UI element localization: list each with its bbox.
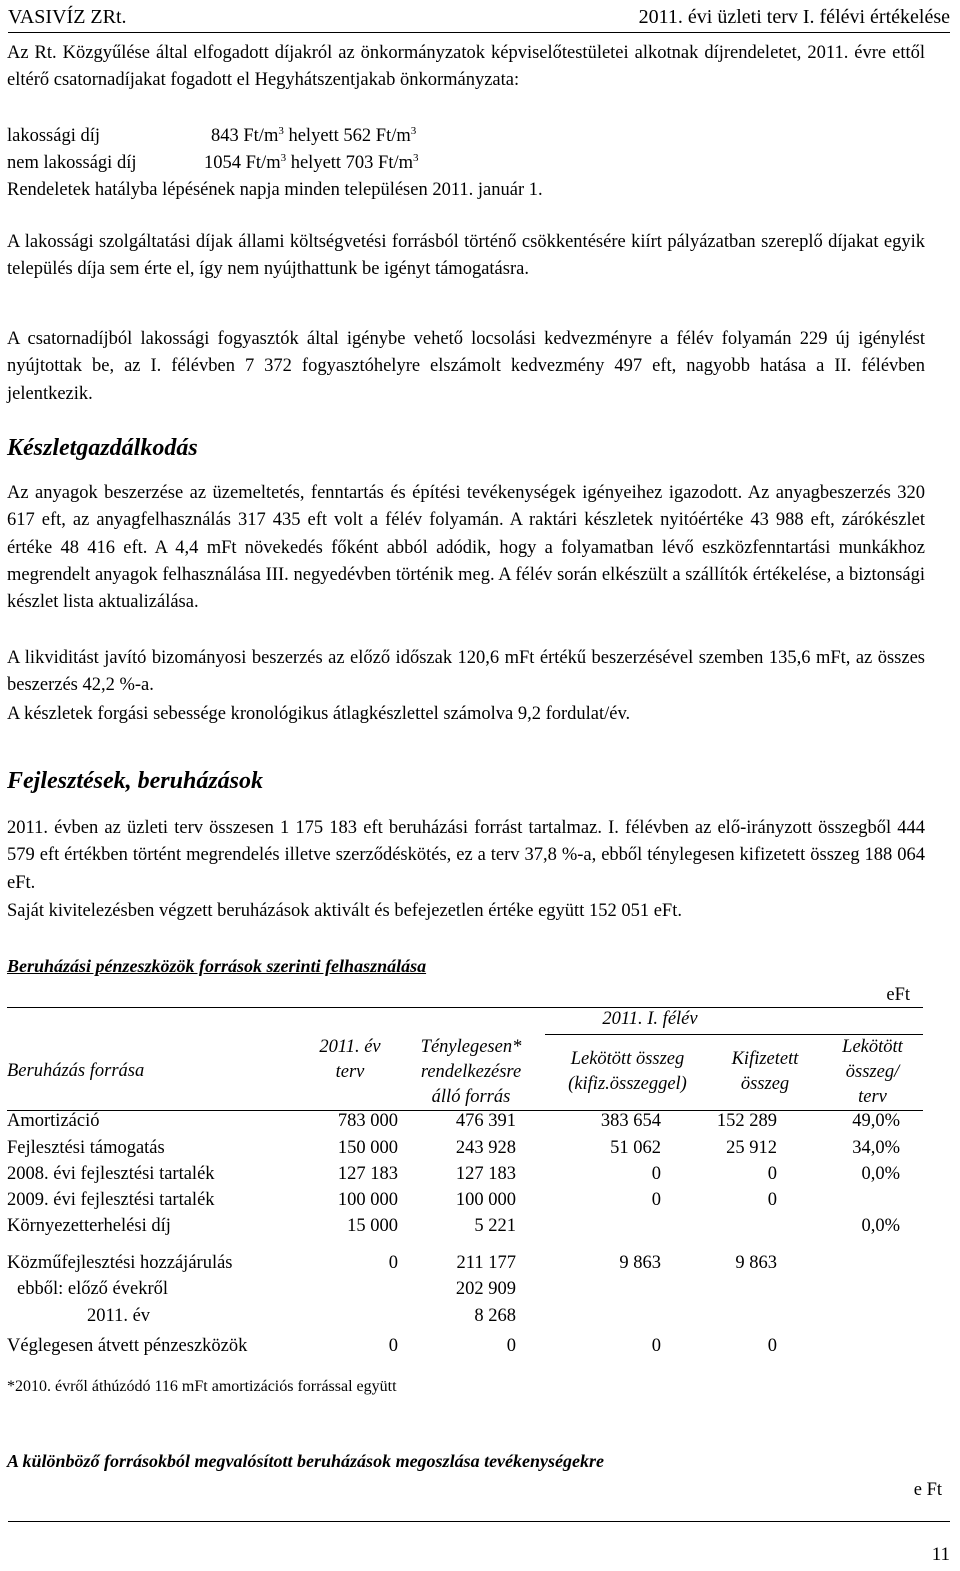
cell-actual: 476 391	[455, 1111, 516, 1131]
cell-ratio: 0,0%	[861, 1164, 900, 1184]
col-header-actual: Ténylegesen* rendelkezésre álló forrás	[420, 1037, 522, 1107]
footer-rule	[8, 1521, 950, 1522]
cell-actual: 202 909	[455, 1279, 516, 1299]
paragraph-rules: Rendeletek hatályba lépésének napja minden településen 2011. január 1.	[7, 180, 543, 200]
cell-actual: 211 177	[456, 1253, 516, 1273]
cell-paid: 152 289	[716, 1111, 777, 1131]
table-unit: eFt	[886, 985, 910, 1005]
paragraph-investments-1: 2011. évben az üzleti terv összesen 1 175 183 eft beruházási forrást tartalmaz. I. félévben az elő-irányzott összegből 444 579 eft értékben történt megrendelés illetve szerződéskötés, ez a terv 37,8 %-a, ebből ténylegesen kifizetett összeg 188 064 eFt.	[7, 818, 925, 893]
paragraph-irrigation: A csatornadíjból lakossági fogyasztók által igénybe vehető locsolási kedvezményre a félév folyamán 229 új igénylést nyújtottak be, az I. félévben 7 372 fogyasztóhelyre elszámolt kedvezmény 497 eft, nagyobb hatása a II. félévben jelentkezik.	[7, 329, 925, 404]
fee-line-residential	[7, 123, 417, 150]
cell-source: Közműfejlesztési hozzájárulás	[7, 1253, 233, 1273]
cell-actual: 8 268	[474, 1306, 516, 1326]
cell-ratio: 49,0%	[852, 1111, 900, 1131]
cell-actual: 0	[506, 1336, 516, 1356]
header-document-title: 2011. évi üzleti terv I. félévi értékelése	[638, 6, 950, 28]
cell-source: Fejlesztési támogatás	[7, 1138, 165, 1158]
cell-ratio: 34,0%	[852, 1138, 900, 1158]
table2-unit: e Ft	[913, 1480, 942, 1500]
table-title: Beruházási pénzeszközök források szerinti felhasználása	[7, 956, 427, 976]
paragraph-fees: Az Rt. Közgyűlése által elfogadott díjakról az önkormányzatok képviselőtestületei alkotnak díjrendeletet, 2011. évre ettől eltérő csatornadíjakat fogadott el Hegyhátszentjakab önkormányzata:	[7, 43, 925, 91]
cell-plan: 0	[388, 1336, 398, 1356]
cell-source: Környezetterhelési díj	[7, 1216, 171, 1236]
fee-label: lakossági díj	[7, 126, 101, 146]
paragraph-state-support: A lakossági szolgáltatási díjak állami költségvetési forrásból történő csökkentésére kiírt pályázatban szereplő díjakat egyik település díja sem érte el, így nem nyújthattunk be igényt támogatásra.	[7, 232, 925, 280]
header-company: VASIVÍZ ZRt.	[8, 6, 127, 28]
page-number: 11	[931, 1544, 950, 1565]
cell-source: ebből: előző évekről	[17, 1279, 169, 1299]
fee-value: 1054 $Ft/m^3$ helyett 703 $Ft/m^3$	[204, 152, 419, 173]
col-header-plan: 2011. év terv	[319, 1037, 381, 1082]
col-header-ratio: Lekötött összeg/ terv	[842, 1037, 903, 1107]
cell-plan: 783 000	[337, 1111, 398, 1131]
col-header-committed: Lekötött összeg (kifiz.összeggel)	[568, 1049, 687, 1094]
cell-committed: 9 863	[619, 1253, 661, 1273]
cell-plan: 100 000	[337, 1190, 398, 1210]
cell-plan: 127 183	[337, 1164, 398, 1184]
page-header	[8, 4, 950, 33]
paragraph-stock-2: A likviditást javító bizományosi beszerzés az előző időszak 120,6 mFt értékű beszerzésével szemben 135,6 mFt, az összes beszerzés 42,2 %-a.	[7, 648, 925, 696]
heading-investments: Fejlesztések, beruházások	[7, 768, 264, 794]
cell-committed: 51 062	[610, 1138, 661, 1158]
paragraph-stock-1: Az anyagok beszerzése az üzemeltetés, fenntartás és építési tevékenységek igényeihez igazodott. Az anyagbeszerzés 320 617 eft, az anyagfelhasználás 317 435 eft volt a félév folyamán. A raktári készletek nyitóértéke 43 988 eft, zárókészlet értéke 48 416 eft. A 4,4 mFt növekedés főként abból adódik, hogy a folyamatban lévő eszközfenntartási munkákhoz megrendelt anyagok felhasználása III. negyedévben történik meg. A félév során elkészült a szállítók értékelése, a biztonsági készlet lista aktualizálása.	[7, 483, 925, 613]
cell-paid: 0	[767, 1164, 777, 1184]
cell-source: Amortizáció	[7, 1111, 100, 1131]
cell-committed: 0	[651, 1190, 661, 1210]
cell-ratio: 0,0%	[861, 1216, 900, 1236]
fee-label: nem lakossági díj	[7, 153, 137, 173]
fee-value: 843 $Ft/m^3$ helyett 562 $Ft/m^3$	[211, 125, 417, 146]
table-top-rule	[7, 1007, 923, 1008]
paragraph-stock-3: A készletek forgási sebessége kronológikus átlagkészlettel számolva 9,2 fordulat/év.	[7, 704, 631, 724]
cell-paid: 0	[767, 1336, 777, 1356]
cell-source: 2009. évi fejlesztési tartalék	[7, 1190, 215, 1210]
table-footnote: *2010. évről áthúzódó 116 mFt amortizációs forrással együtt	[7, 1378, 397, 1395]
cell-plan: 15 000	[347, 1216, 398, 1236]
cell-actual: 127 183	[455, 1164, 516, 1184]
cell-paid: 0	[767, 1190, 777, 1210]
col-header-source: Beruházás forrása	[7, 1061, 145, 1081]
cell-source: Véglegesen átvett pénzeszközök	[7, 1336, 248, 1356]
cell-paid: 25 912	[726, 1138, 777, 1158]
cell-source: 2008. évi fejlesztési tartalék	[7, 1164, 215, 1184]
cell-committed: 0	[651, 1164, 661, 1184]
cell-plan: 0	[388, 1253, 398, 1273]
cell-plan: 150 000	[337, 1138, 398, 1158]
col-header-paid: Kifizetett összeg	[731, 1049, 799, 1094]
cell-actual: 5 221	[474, 1216, 516, 1236]
heading-stock-management: Készletgazdálkodás	[7, 435, 198, 461]
fee-line-non-residential	[7, 150, 419, 177]
cell-committed: 0	[651, 1336, 661, 1356]
cell-source: 2011. év	[87, 1306, 151, 1326]
cell-actual: 243 928	[455, 1138, 516, 1158]
table2-title: A különböző forrásokból megvalósított beruházások megoszlása tevékenységekre	[7, 1451, 605, 1471]
cell-paid: 9 863	[735, 1253, 777, 1273]
cell-committed: 383 654	[600, 1111, 661, 1131]
paragraph-investments-2: Saját kivitelezésben végzett beruházások aktivált és befejezetlen értéke együtt 152 051 eFt.	[7, 901, 682, 921]
table-group-header: 2011. I. félév	[602, 1009, 698, 1029]
cell-actual: 100 000	[455, 1190, 516, 1210]
